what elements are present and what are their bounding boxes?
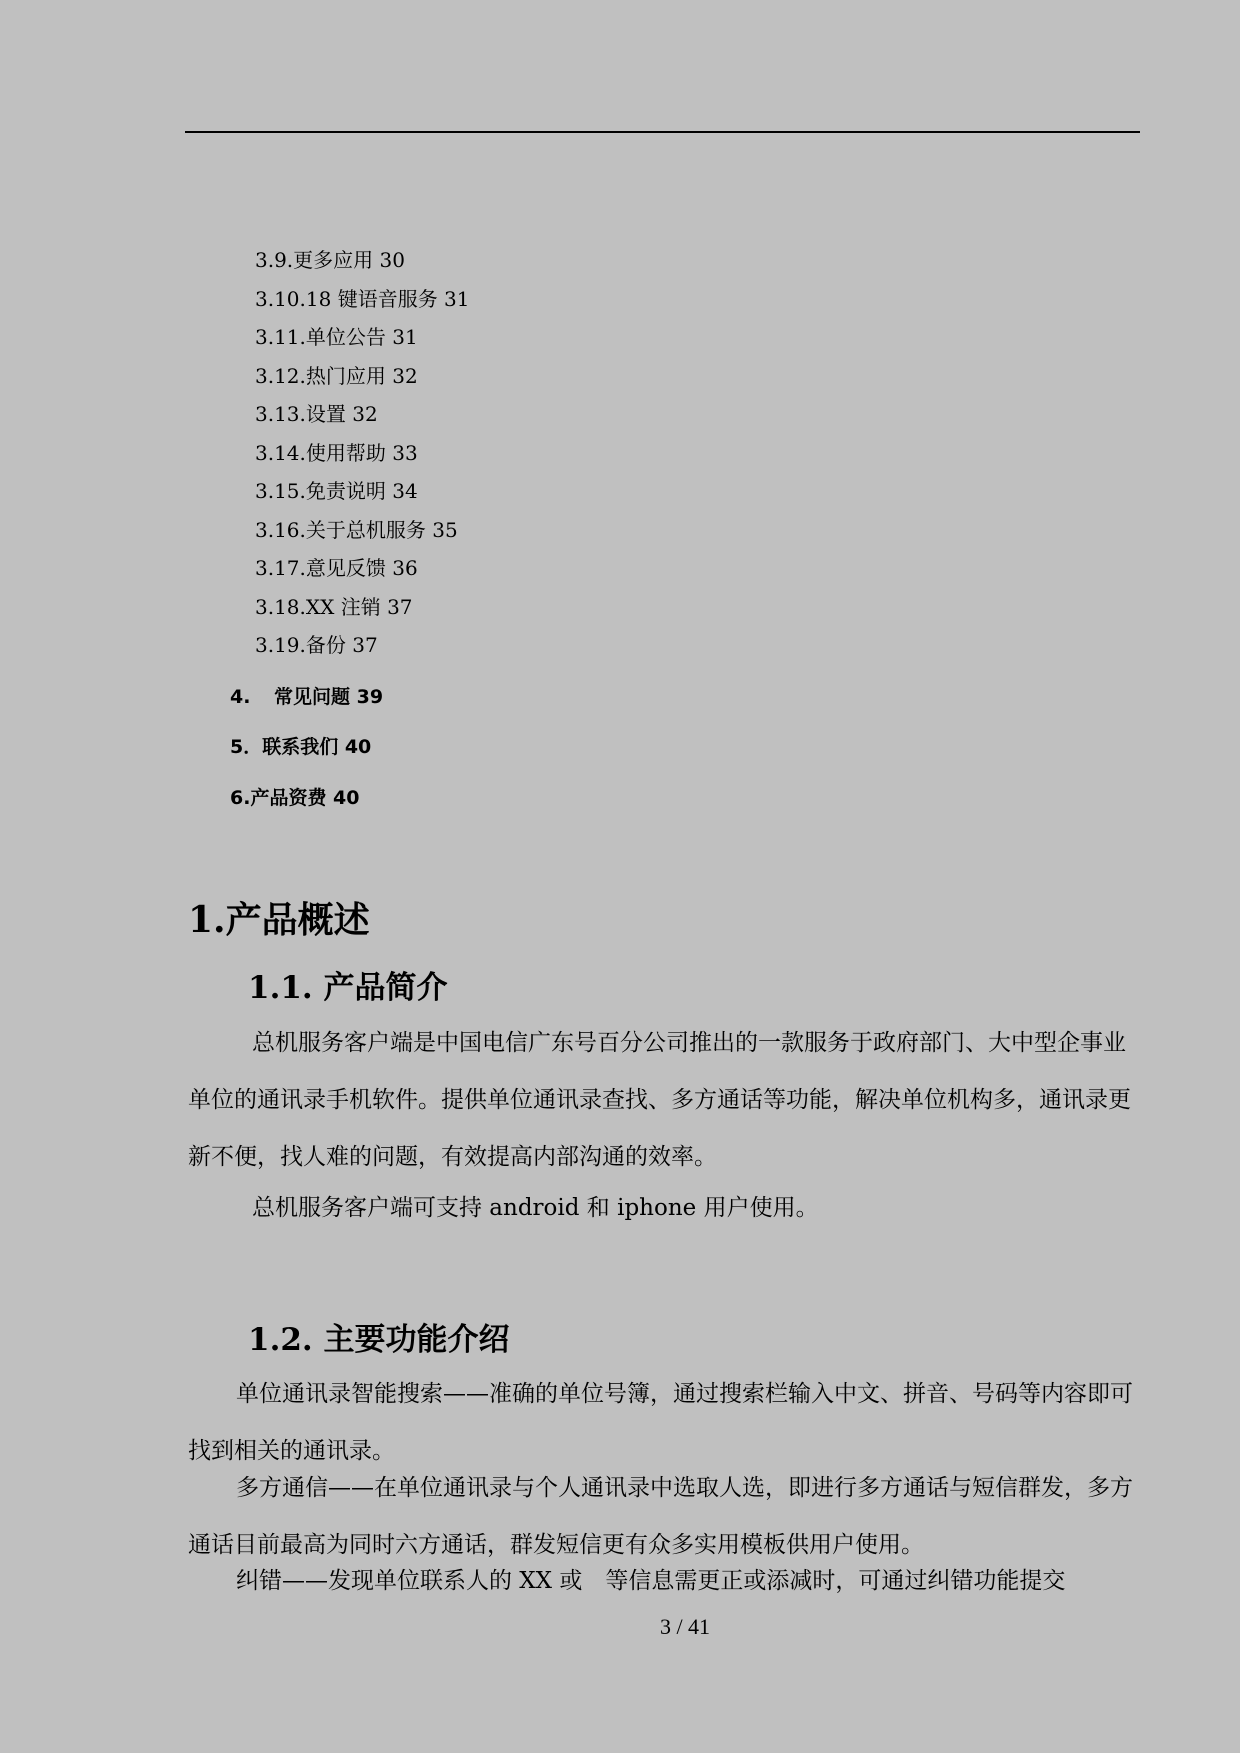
toc-item-4-label: 常见问题 39: [274, 686, 384, 708]
toc-item-3-11[interactable]: 3.11.单位公告 31: [255, 325, 418, 349]
section-1-1-heading: 1.1. 产品简介: [248, 970, 448, 1006]
section-1-1-paragraph-1: 总机服务客户端是中国电信广东号百分公司推出的一款服务于政府部门、大中型企事业单位的通讯录手机软件。提供单位通讯录查找、多方通话等功能，解决单位机构多，通讯录更新不便，找人难的问题，有效提高内部沟通的效率。: [188, 1030, 1131, 1170]
section-1-2-paragraph-2: 多方通信——在单位通讯录与个人通讯录中选取人选，即进行多方通话与短信群发，多方通话目前最高为同时六方通话，群发短信更有众多实用模板供用户使用。: [188, 1475, 1133, 1558]
toc-item-5[interactable]: [230, 735, 371, 759]
toc-item-3-14[interactable]: 3.14.使用帮助 33: [255, 441, 418, 465]
toc-item-5-label: 5．联系我们 40: [230, 736, 372, 758]
section-1-2-heading: 1.2. 主要功能介绍: [248, 1322, 510, 1358]
section-1-1-paragraph-2: 总机服务客户端可支持 android 和 iphone 用户使用。: [252, 1195, 819, 1221]
toc-item-6-label: 6.产品资费 40: [230, 787, 360, 809]
toc-item-3-9[interactable]: 3.9.更多应用 30: [255, 248, 405, 272]
section-1-heading: 1.产品概述: [188, 899, 370, 941]
toc-item-3-13[interactable]: 3.13.设置 32: [255, 402, 378, 426]
toc-item-3-17[interactable]: 3.17.意见反馈 36: [255, 556, 418, 580]
toc-item-3-18[interactable]: 3.18.XX 注销 37: [255, 595, 413, 619]
section-1-2-paragraph-1: 单位通讯录智能搜索——准确的单位号簿，通过搜索栏输入中文、拼音、号码等内容即可找到相关的通讯录。: [188, 1381, 1133, 1464]
toc-item-6[interactable]: [230, 786, 360, 810]
header-rule: [185, 131, 1140, 133]
toc-item-4[interactable]: [230, 685, 383, 709]
section-1-2-paragraph-3: 纠错——发现单位联系人的 XX 或 等信息需更正或添减时，可通过纠错功能提交: [236, 1568, 1066, 1594]
toc-item-3-15[interactable]: 3.15.免责说明 34: [255, 479, 418, 503]
toc-item-4-number: 4.: [230, 686, 251, 708]
page-number: 3 / 41: [659, 1614, 711, 1639]
toc-item-3-10[interactable]: 3.10.18 键语音服务 31: [255, 287, 470, 311]
toc-item-3-19[interactable]: 3.19.备份 37: [255, 633, 378, 657]
toc-item-3-12[interactable]: 3.12.热门应用 32: [255, 364, 418, 388]
toc-item-3-16[interactable]: 3.16.关于总机服务 35: [255, 518, 458, 542]
